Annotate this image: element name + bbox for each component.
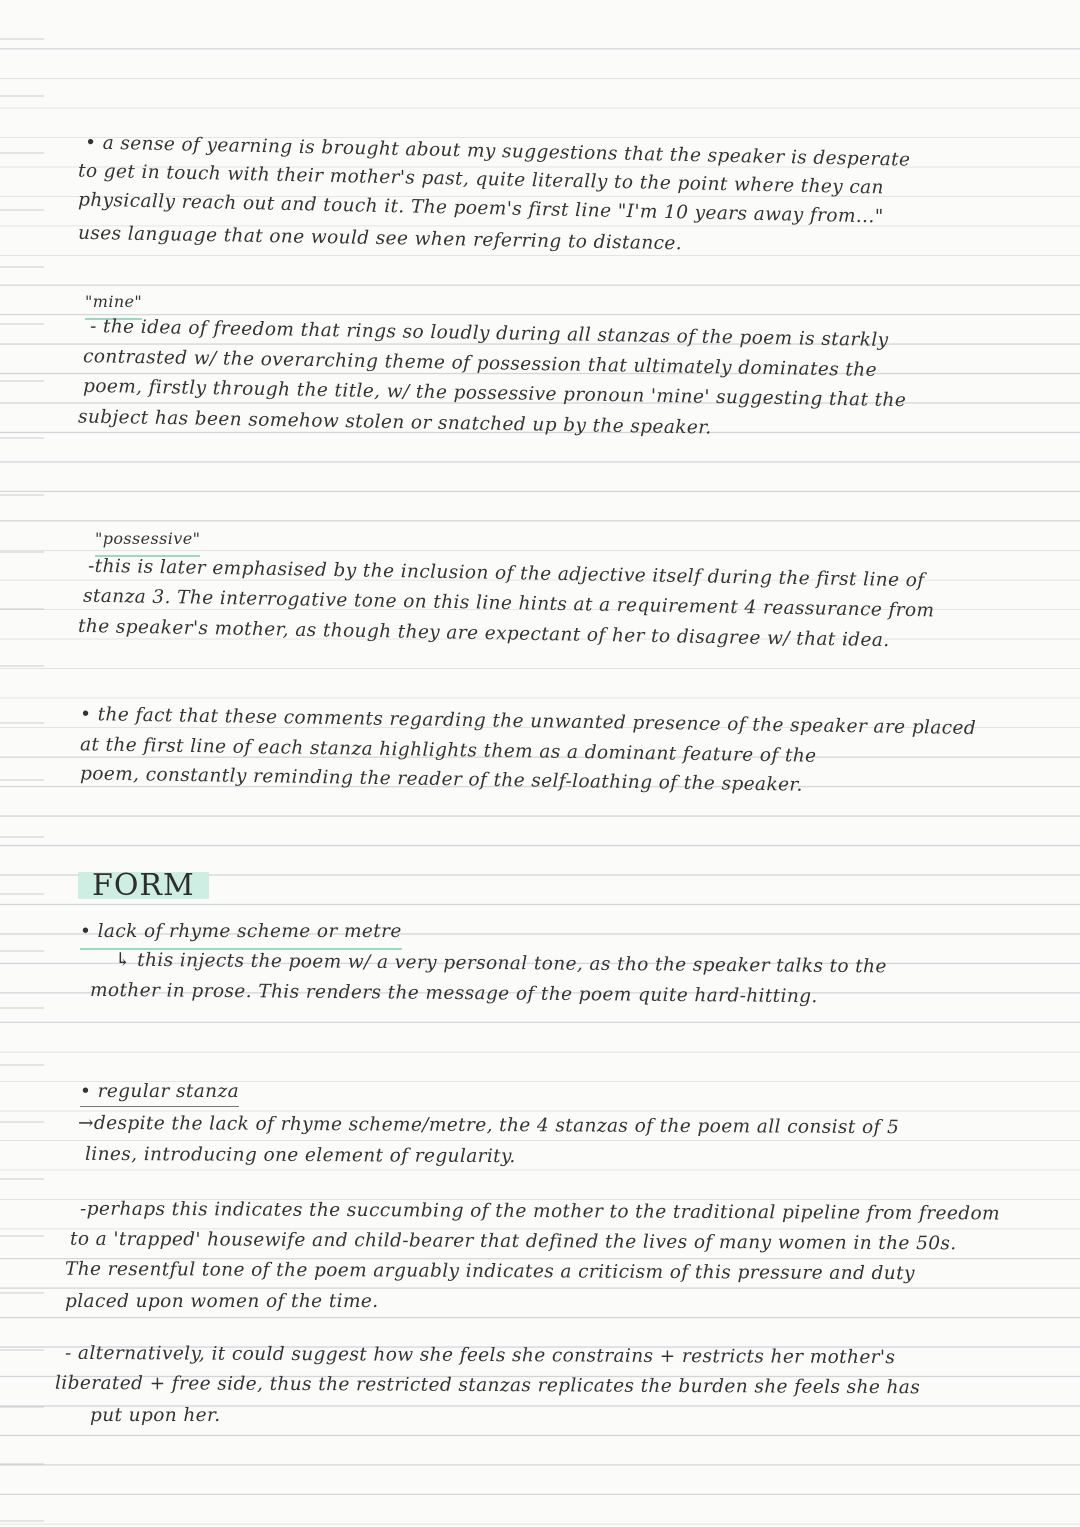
note-line: put upon her. bbox=[90, 1405, 221, 1426]
section-heading: FORM bbox=[78, 868, 209, 903]
note-line: • the fact that these comments regarding the unwanted presence of the speaker are placed bbox=[79, 703, 977, 740]
note-line: liberated + free side, thus the restricted stanzas replicates the burden she feels she has bbox=[54, 1372, 921, 1399]
note-line: -this is later emphasised by the inclusion of the adjective itself during the first line of bbox=[87, 555, 925, 592]
note-line: • regular stanza bbox=[80, 1078, 239, 1107]
spiral-binding bbox=[0, 0, 44, 1527]
note-line: subject has been somehow stolen or snatched up by the speaker. bbox=[77, 406, 712, 439]
note-line: • a sense of yearning is brought about my suggestions that the speaker is desperate bbox=[84, 132, 911, 171]
note-line: physically reach out and touch it. The poem's first line "I'm 10 years away from..." bbox=[77, 189, 884, 228]
note-line: the speaker's mother, as though they are expectant of her to disagree w/ that idea. bbox=[77, 615, 890, 652]
note-line: to a 'trapped' housewife and child-bearer that defined the lives of many women in the 50s. bbox=[69, 1228, 957, 1255]
note-line: poem, firstly through the title, w/ the possessive pronoun 'mine' suggesting that the bbox=[82, 375, 907, 412]
note-line: stanza 3. The interrogative tone on this line hints at a requirement 4 reassurance from bbox=[82, 585, 935, 622]
note-line: uses language that one would see when referring to distance. bbox=[77, 222, 683, 255]
note-line: poem, constantly reminding the reader of the self-loathing of the speaker. bbox=[79, 763, 804, 796]
quote-tag: "mine" bbox=[85, 288, 142, 320]
note-line: mother in prose. This renders the message of the poem quite hard-hitting. bbox=[89, 979, 818, 1008]
note-line: - alternatively, it could suggest how she feels she constrains + restricts her mother's bbox=[64, 1342, 896, 1369]
note-line: →despite the lack of rhyme scheme/metre, the 4 stanzas of the poem all consist of 5 bbox=[77, 1112, 900, 1139]
note-line: to get in touch with their mother's past, quite literally to the point where they can bbox=[77, 160, 885, 199]
note-line: The resentful tone of the poem arguably indicates a criticism of this pressure and duty bbox=[64, 1258, 915, 1285]
note-line: placed upon women of the time. bbox=[65, 1291, 379, 1312]
note-line: at the first line of each stanza highlights them as a dominant feature of the bbox=[79, 734, 817, 767]
note-line: contrasted w/ the overarching theme of possession that ultimately dominates the bbox=[82, 346, 878, 381]
note-line: lines, introducing one element of regularity. bbox=[84, 1143, 516, 1168]
note-line: ↳ this injects the poem w/ a very personal tone, as tho the speaker talks to the bbox=[114, 949, 887, 978]
quote-tag: "possessive" bbox=[95, 525, 200, 557]
note-line: • lack of rhyme scheme or metre bbox=[80, 918, 402, 950]
note-line: - the idea of freedom that rings so loudly during all stanzas of the poem is starkly bbox=[89, 316, 889, 351]
note-line: -perhaps this indicates the succumbing of the mother to the traditional pipeline from freedom bbox=[79, 1198, 1001, 1225]
